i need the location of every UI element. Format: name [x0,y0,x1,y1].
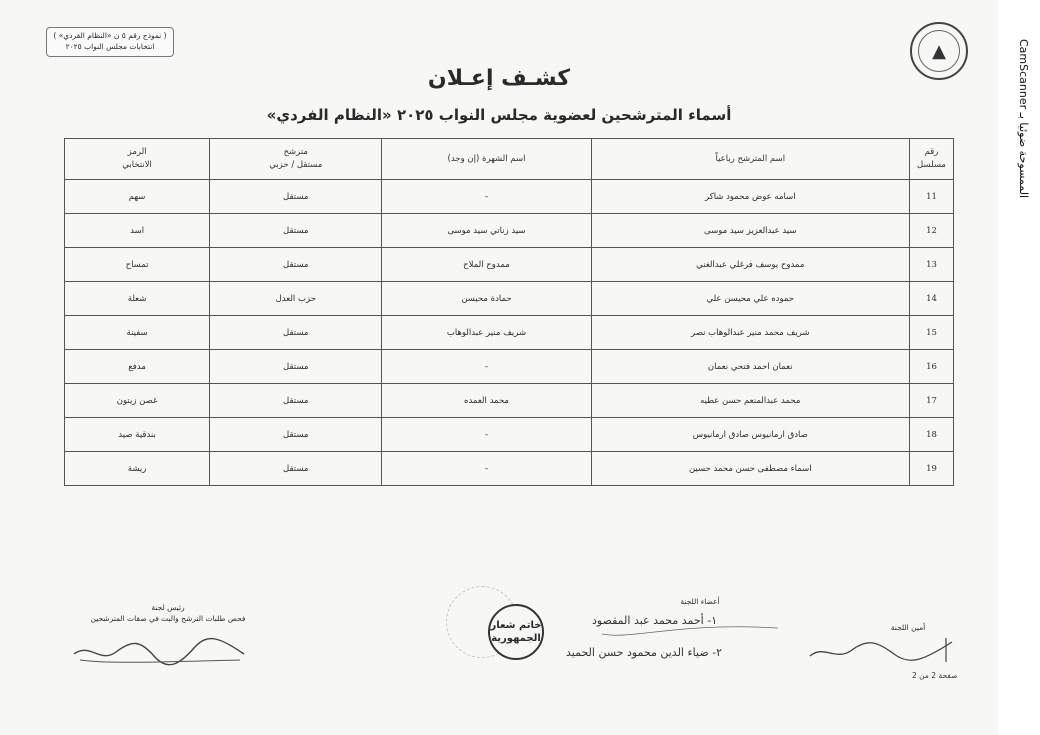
form-number-box [46,27,174,57]
chair-signature-block [78,602,258,624]
cell-name: صادق ارمانيوس صادق ارمانيوس [591,418,909,452]
cell-serial: 18 [909,418,953,452]
member-1-signature: ١- أحمد محمد عبد المقصود [592,614,718,627]
page-title: كشـف إعـلان [427,66,571,91]
cell-type: مستقل [210,180,382,214]
cell-name: اسامه عوض محمود شاكر [591,180,909,214]
cell-symbol: تمساح [65,248,210,282]
cell-fame: شريف منير عبدالوهاب [382,316,591,350]
form-number-line1: ( نموذج رقم ٥ ن «النظام الفردي» ) [53,31,167,40]
cell-symbol: سفينة [65,316,210,350]
cell-symbol: مدفع [65,350,210,384]
cell-fame: - [382,180,591,214]
page-number: صفحة 2 من 2 [912,671,958,680]
members-title: أعضاء اللجنة [680,597,720,606]
eagle-emblem-icon: ▲ [918,30,960,72]
chair-signature-scribble [70,634,250,670]
chair-title: رئيس لجنة [151,603,185,612]
cell-fame: - [382,350,591,384]
header-symbol: الرمز الانتخابي [65,139,210,180]
table-row [65,452,954,486]
cell-type: مستقل [210,452,382,486]
table-row [65,418,954,452]
cell-symbol: ريشة [65,452,210,486]
table-row [65,180,954,214]
cell-fame: - [382,452,591,486]
cell-fame: سيد زناتي سيد موسى [382,214,591,248]
candidates-table [64,138,954,486]
cell-serial: 16 [909,350,953,384]
table-row [65,384,954,418]
cell-serial: 17 [909,384,953,418]
cell-type: حزب العدل [210,282,382,316]
members-block [640,596,760,607]
cell-fame: حمادة محيسن [382,282,591,316]
cell-name: شريف محمد منير عبدالوهاب نصر [591,316,909,350]
cell-type: مستقل [210,384,382,418]
table-row [65,316,954,350]
cell-symbol: بندقية صيد [65,418,210,452]
stamp-line1: خاتم شعار [490,620,542,631]
members-signature-scribble [600,612,780,652]
cell-serial: 12 [909,214,953,248]
cell-type: مستقل [210,248,382,282]
table-row [65,350,954,384]
cell-name: حموده علي محيسن علي [591,282,909,316]
form-number-line2: انتخابات مجلس النواب ٢٠٢٥ [65,42,155,51]
secretary-signature-scribble [806,634,956,666]
cell-serial: 15 [909,316,953,350]
cell-type: مستقل [210,214,382,248]
chair-description: فحص طلبات الترشح والبت في صفات المترشحين [90,614,246,623]
cell-name: ممدوح يوسف فرغلي عبدالغني [591,248,909,282]
cell-name: اسماء مصطفى حسن محمد حسين [591,452,909,486]
header-fame: اسم الشهرة (إن وجد) [382,139,591,180]
cell-fame: محمد العمده [382,384,591,418]
cell-symbol: غصن زيتون [65,384,210,418]
cell-serial: 19 [909,452,953,486]
camscanner-watermark: الممسوحة ضوئيا بـ CamScanner [1017,38,1030,198]
table-header-row [65,139,954,180]
table-row [65,248,954,282]
cell-name: نعمان احمد فتحي نعمان [591,350,909,384]
cell-name: محمد عبدالمنعم حسن عطيه [591,384,909,418]
cell-serial: 14 [909,282,953,316]
cell-serial: 11 [909,180,953,214]
cell-fame: - [382,418,591,452]
cell-type: مستقل [210,418,382,452]
secretary-block [878,622,938,633]
table-row [65,214,954,248]
cell-symbol: شعلة [65,282,210,316]
header-serial: رقم مسلسل [909,139,953,180]
cell-serial: 13 [909,248,953,282]
cell-name: سيد عبدالعزيز سيد موسى [591,214,909,248]
page-subtitle: أسماء المترشحين لعضوية مجلس النواب ٢٠٢٥ «النظام الفردي» [266,106,732,124]
header-name: اسم المترشح رباعياً [591,139,909,180]
header-type: مترشح مستقل / حزبي [210,139,382,180]
member-2-signature: ٢- ضياء الدين محمود حسن الحميد [566,646,723,659]
cell-type: مستقل [210,316,382,350]
cell-symbol: سهم [65,180,210,214]
cell-symbol: اسد [65,214,210,248]
stamp-line2: الجمهورية [491,633,541,644]
cell-fame: ممدوح الملاح [382,248,591,282]
republic-stamp [488,604,544,660]
table-row [65,282,954,316]
cell-type: مستقل [210,350,382,384]
secretary-title: أمين اللجنة [890,623,926,632]
